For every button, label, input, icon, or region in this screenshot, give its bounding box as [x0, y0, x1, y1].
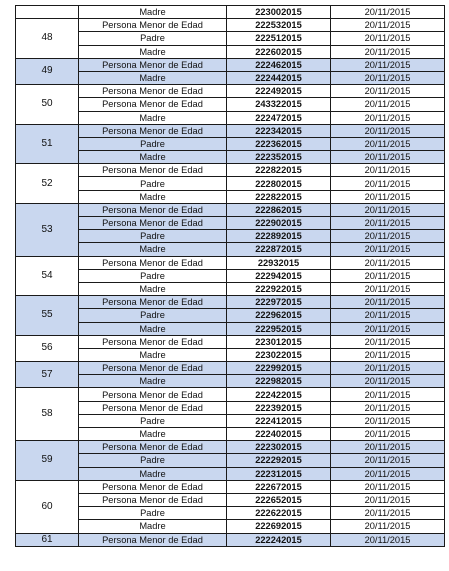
group-number-cell: 56: [16, 335, 79, 361]
record-code-cell: 222802015: [227, 177, 331, 190]
record-code-cell: 223022015: [227, 348, 331, 361]
person-type-cell: Padre: [79, 230, 227, 243]
date-cell: 20/11/2015: [331, 454, 445, 467]
record-code-cell: 222892015: [227, 230, 331, 243]
date-cell: 20/11/2015: [331, 493, 445, 506]
date-cell: 20/11/2015: [331, 19, 445, 32]
person-type-cell: Madre: [79, 322, 227, 335]
person-type-cell: Madre: [79, 71, 227, 84]
date-cell: 20/11/2015: [331, 256, 445, 269]
group-number-cell: 55: [16, 296, 79, 336]
date-cell: 20/11/2015: [331, 296, 445, 309]
record-code-cell: 222422015: [227, 388, 331, 401]
person-type-cell: Persona Menor de Edad: [79, 256, 227, 269]
date-cell: 20/11/2015: [331, 480, 445, 493]
date-cell: 20/11/2015: [331, 507, 445, 520]
group-number-cell: 54: [16, 256, 79, 296]
record-code-cell: 222902015: [227, 217, 331, 230]
person-type-cell: Padre: [79, 177, 227, 190]
table-row: [16, 520, 445, 533]
table-row: [16, 58, 445, 71]
group-number-cell: 59: [16, 441, 79, 481]
person-type-cell: Persona Menor de Edad: [79, 85, 227, 98]
table-row: [16, 322, 445, 335]
date-cell: 20/11/2015: [331, 401, 445, 414]
person-type-cell: Persona Menor de Edad: [79, 19, 227, 32]
record-code-cell: 222312015: [227, 467, 331, 480]
table-row: [16, 375, 445, 388]
group-number-cell: 58: [16, 388, 79, 441]
table-row: [16, 111, 445, 124]
person-type-cell: Madre: [79, 6, 227, 19]
date-cell: 20/11/2015: [331, 98, 445, 111]
person-type-cell: Persona Menor de Edad: [79, 335, 227, 348]
record-code-cell: 222412015: [227, 414, 331, 427]
table-row: [16, 256, 445, 269]
table-row: [16, 164, 445, 177]
table-row: [16, 414, 445, 427]
person-type-cell: Padre: [79, 32, 227, 45]
person-type-cell: Madre: [79, 428, 227, 441]
group-number-cell: [16, 6, 79, 19]
registry-table: [15, 5, 445, 547]
person-type-cell: Persona Menor de Edad: [79, 362, 227, 375]
person-type-cell: Persona Menor de Edad: [79, 203, 227, 216]
record-code-cell: 222442015: [227, 71, 331, 84]
record-code-cell: 222292015: [227, 454, 331, 467]
person-type-cell: Madre: [79, 45, 227, 58]
date-cell: 20/11/2015: [331, 467, 445, 480]
date-cell: 20/11/2015: [331, 217, 445, 230]
person-type-cell: Persona Menor de Edad: [79, 217, 227, 230]
date-cell: 20/11/2015: [331, 243, 445, 256]
table-row: [16, 348, 445, 361]
record-code-cell: 223012015: [227, 335, 331, 348]
person-type-cell: Persona Menor de Edad: [79, 124, 227, 137]
table-row: [16, 441, 445, 454]
record-code-cell: 222652015: [227, 493, 331, 506]
date-cell: 20/11/2015: [331, 362, 445, 375]
record-code-cell: 222402015: [227, 428, 331, 441]
record-code-cell: 222862015: [227, 203, 331, 216]
table-row: [16, 533, 445, 546]
record-code-cell: 243322015: [227, 98, 331, 111]
record-code-cell: 222512015: [227, 32, 331, 45]
table-row: [16, 467, 445, 480]
record-code-cell: 222942015: [227, 269, 331, 282]
person-type-cell: Madre: [79, 375, 227, 388]
table-row: [16, 85, 445, 98]
date-cell: 20/11/2015: [331, 203, 445, 216]
date-cell: 20/11/2015: [331, 137, 445, 150]
person-type-cell: Persona Menor de Edad: [79, 98, 227, 111]
record-code-cell: 222822015: [227, 190, 331, 203]
person-type-cell: Madre: [79, 243, 227, 256]
person-type-cell: Persona Menor de Edad: [79, 441, 227, 454]
person-type-cell: Padre: [79, 454, 227, 467]
person-type-cell: Padre: [79, 309, 227, 322]
date-cell: 20/11/2015: [331, 322, 445, 335]
record-code-cell: 222962015: [227, 309, 331, 322]
record-code-cell: 222462015: [227, 58, 331, 71]
table-row: [16, 428, 445, 441]
table-row: [16, 296, 445, 309]
record-code-cell: 222362015: [227, 137, 331, 150]
date-cell: 20/11/2015: [331, 441, 445, 454]
group-number-cell: 50: [16, 85, 79, 125]
record-code-cell: 222602015: [227, 45, 331, 58]
date-cell: 20/11/2015: [331, 282, 445, 295]
person-type-cell: Madre: [79, 348, 227, 361]
table-row: [16, 507, 445, 520]
table-row: [16, 6, 445, 19]
date-cell: 20/11/2015: [331, 151, 445, 164]
person-type-cell: Persona Menor de Edad: [79, 401, 227, 414]
group-number-cell: 61: [16, 533, 79, 546]
date-cell: 20/11/2015: [331, 414, 445, 427]
person-type-cell: Persona Menor de Edad: [79, 388, 227, 401]
record-code-cell: 222532015: [227, 19, 331, 32]
date-cell: 20/11/2015: [331, 71, 445, 84]
date-cell: 20/11/2015: [331, 388, 445, 401]
table-row: [16, 335, 445, 348]
group-number-cell: 52: [16, 164, 79, 204]
person-type-cell: Madre: [79, 520, 227, 533]
table-row: [16, 151, 445, 164]
record-code-cell: 222242015: [227, 533, 331, 546]
table-row: [16, 388, 445, 401]
date-cell: 20/11/2015: [331, 533, 445, 546]
group-number-cell: 53: [16, 203, 79, 256]
group-number-cell: 60: [16, 480, 79, 533]
record-code-cell: 222392015: [227, 401, 331, 414]
table-row: [16, 32, 445, 45]
person-type-cell: Madre: [79, 467, 227, 480]
record-code-cell: 222822015: [227, 164, 331, 177]
group-number-cell: 48: [16, 19, 79, 59]
date-cell: 20/11/2015: [331, 58, 445, 71]
table-row: [16, 230, 445, 243]
table-row: [16, 124, 445, 137]
person-type-cell: Persona Menor de Edad: [79, 58, 227, 71]
record-code-cell: 222342015: [227, 124, 331, 137]
person-type-cell: Persona Menor de Edad: [79, 296, 227, 309]
record-code-cell: 222672015: [227, 480, 331, 493]
record-code-cell: 222692015: [227, 520, 331, 533]
table-row: [16, 493, 445, 506]
person-type-cell: Padre: [79, 414, 227, 427]
date-cell: 20/11/2015: [331, 375, 445, 388]
table-row: [16, 190, 445, 203]
person-type-cell: Persona Menor de Edad: [79, 533, 227, 546]
table-row: [16, 19, 445, 32]
table-row: [16, 177, 445, 190]
table-row: [16, 269, 445, 282]
table-row: [16, 71, 445, 84]
record-code-cell: 222472015: [227, 111, 331, 124]
date-cell: 20/11/2015: [331, 190, 445, 203]
person-type-cell: Persona Menor de Edad: [79, 493, 227, 506]
date-cell: 20/11/2015: [331, 230, 445, 243]
record-code-cell: 222982015: [227, 375, 331, 388]
person-type-cell: Madre: [79, 111, 227, 124]
table-row: [16, 217, 445, 230]
group-number-cell: 51: [16, 124, 79, 164]
person-type-cell: Padre: [79, 269, 227, 282]
person-type-cell: Padre: [79, 507, 227, 520]
table-row: [16, 243, 445, 256]
record-code-cell: 222972015: [227, 296, 331, 309]
date-cell: 20/11/2015: [331, 348, 445, 361]
date-cell: 20/11/2015: [331, 520, 445, 533]
registry-table-body: [16, 6, 445, 547]
table-row: [16, 480, 445, 493]
record-code-cell: 22932015: [227, 256, 331, 269]
person-type-cell: Madre: [79, 151, 227, 164]
person-type-cell: Persona Menor de Edad: [79, 164, 227, 177]
date-cell: 20/11/2015: [331, 6, 445, 19]
date-cell: 20/11/2015: [331, 269, 445, 282]
record-code-cell: 222622015: [227, 507, 331, 520]
person-type-cell: Persona Menor de Edad: [79, 480, 227, 493]
record-code-cell: 222352015: [227, 151, 331, 164]
date-cell: 20/11/2015: [331, 32, 445, 45]
person-type-cell: Madre: [79, 282, 227, 295]
table-row: [16, 454, 445, 467]
table-row: [16, 98, 445, 111]
record-code-cell: 222492015: [227, 85, 331, 98]
date-cell: 20/11/2015: [331, 45, 445, 58]
date-cell: 20/11/2015: [331, 85, 445, 98]
date-cell: 20/11/2015: [331, 177, 445, 190]
record-code-cell: 222872015: [227, 243, 331, 256]
date-cell: 20/11/2015: [331, 111, 445, 124]
record-code-cell: 222302015: [227, 441, 331, 454]
group-number-cell: 57: [16, 362, 79, 388]
date-cell: 20/11/2015: [331, 335, 445, 348]
table-row: [16, 137, 445, 150]
record-code-cell: 222922015: [227, 282, 331, 295]
person-type-cell: Padre: [79, 137, 227, 150]
table-row: [16, 282, 445, 295]
date-cell: 20/11/2015: [331, 164, 445, 177]
date-cell: 20/11/2015: [331, 428, 445, 441]
record-code-cell: 222952015: [227, 322, 331, 335]
record-code-cell: 223002015: [227, 6, 331, 19]
table-row: [16, 362, 445, 375]
table-row: [16, 401, 445, 414]
table-row: [16, 203, 445, 216]
date-cell: 20/11/2015: [331, 124, 445, 137]
table-row: [16, 45, 445, 58]
date-cell: 20/11/2015: [331, 309, 445, 322]
person-type-cell: Madre: [79, 190, 227, 203]
group-number-cell: 49: [16, 58, 79, 84]
table-row: [16, 309, 445, 322]
record-code-cell: 222992015: [227, 362, 331, 375]
